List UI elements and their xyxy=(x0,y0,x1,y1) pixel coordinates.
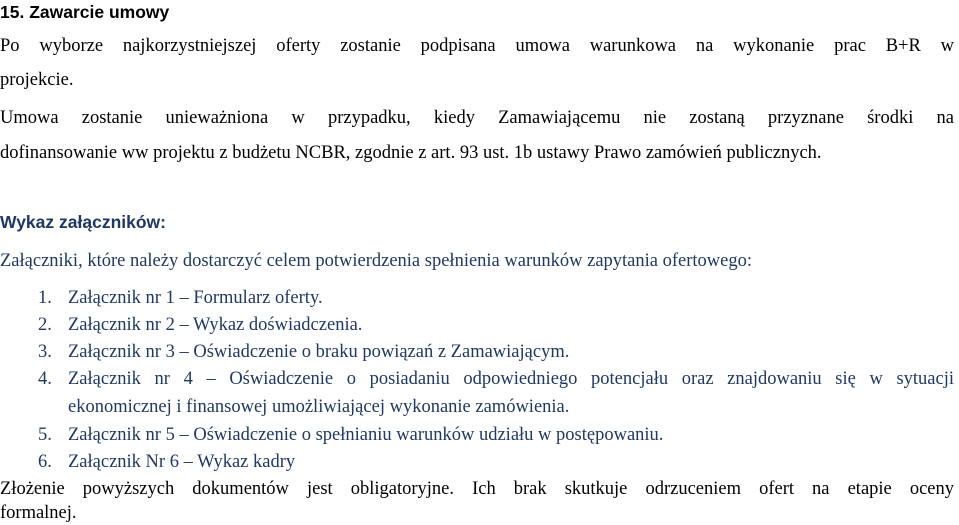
attachment-item-6 xyxy=(0,451,295,473)
item-text: Załącznik nr 3 – Oświadczenie o braku powiązań z Zamawiającym. xyxy=(68,342,570,362)
closing-line-2: formalnej. xyxy=(0,503,77,523)
attachment-item-2 xyxy=(0,314,362,336)
paragraph-2-line-2: dofinansowanie ww projektu z budżetu NCBR, zgodnie z art. 93 ust. 1b ustawy Prawo zamówień publicznych. xyxy=(0,143,822,163)
item-text: Załącznik nr 4 – Oświadczenie o posiadaniu odpowiedniego potencjału oraz znajdowaniu się w sytuacji xyxy=(68,369,954,389)
closing-line-1: Złożenie powyższych dokumentów jest obligatoryjne. Ich brak skutkuje odrzuceniem ofert na etapie oceny xyxy=(0,479,954,499)
attachment-item-3 xyxy=(0,341,569,363)
item-number: 3. xyxy=(38,342,52,362)
item-text: Załącznik nr 1 – Formularz oferty. xyxy=(68,288,323,308)
item-text: Załącznik nr 5 – Oświadczenie o spełnianiu warunków udziału w postępowaniu. xyxy=(68,425,664,445)
attachment-item-4 xyxy=(0,368,954,390)
attachments-heading: Wykaz załączników: xyxy=(0,212,166,232)
attachment-item-4-continuation: ekonomicznej i finansowej umożliwiającej wykonanie zamówienia. xyxy=(68,397,570,417)
item-number: 5. xyxy=(38,425,52,445)
item-number: 6. xyxy=(38,452,52,472)
section-heading: 15. Zawarcie umowy xyxy=(0,2,170,22)
attachments-intro: Załączniki, które należy dostarczyć celem potwierdzenia spełnienia warunków zapytania ofertowego: xyxy=(0,251,752,271)
attachment-item-1 xyxy=(0,287,323,309)
item-text: Załącznik nr 2 – Wykaz doświadczenia. xyxy=(68,315,363,335)
paragraph-2-line-1: Umowa zostanie unieważniona w przypadku, kiedy Zamawiającemu nie zostaną przyznane środki na xyxy=(0,108,954,128)
paragraph-1-line-2: projekcie. xyxy=(0,70,74,90)
attachment-item-5 xyxy=(0,424,663,446)
item-number: 2. xyxy=(38,315,52,335)
item-number: 4. xyxy=(38,369,52,389)
item-number: 1. xyxy=(38,288,52,308)
paragraph-1-line-1: Po wyborze najkorzystniejszej oferty zostanie podpisana umowa warunkowa na wykonanie prac B+R w xyxy=(0,36,954,56)
item-text: Załącznik Nr 6 – Wykaz kadry xyxy=(68,452,296,472)
